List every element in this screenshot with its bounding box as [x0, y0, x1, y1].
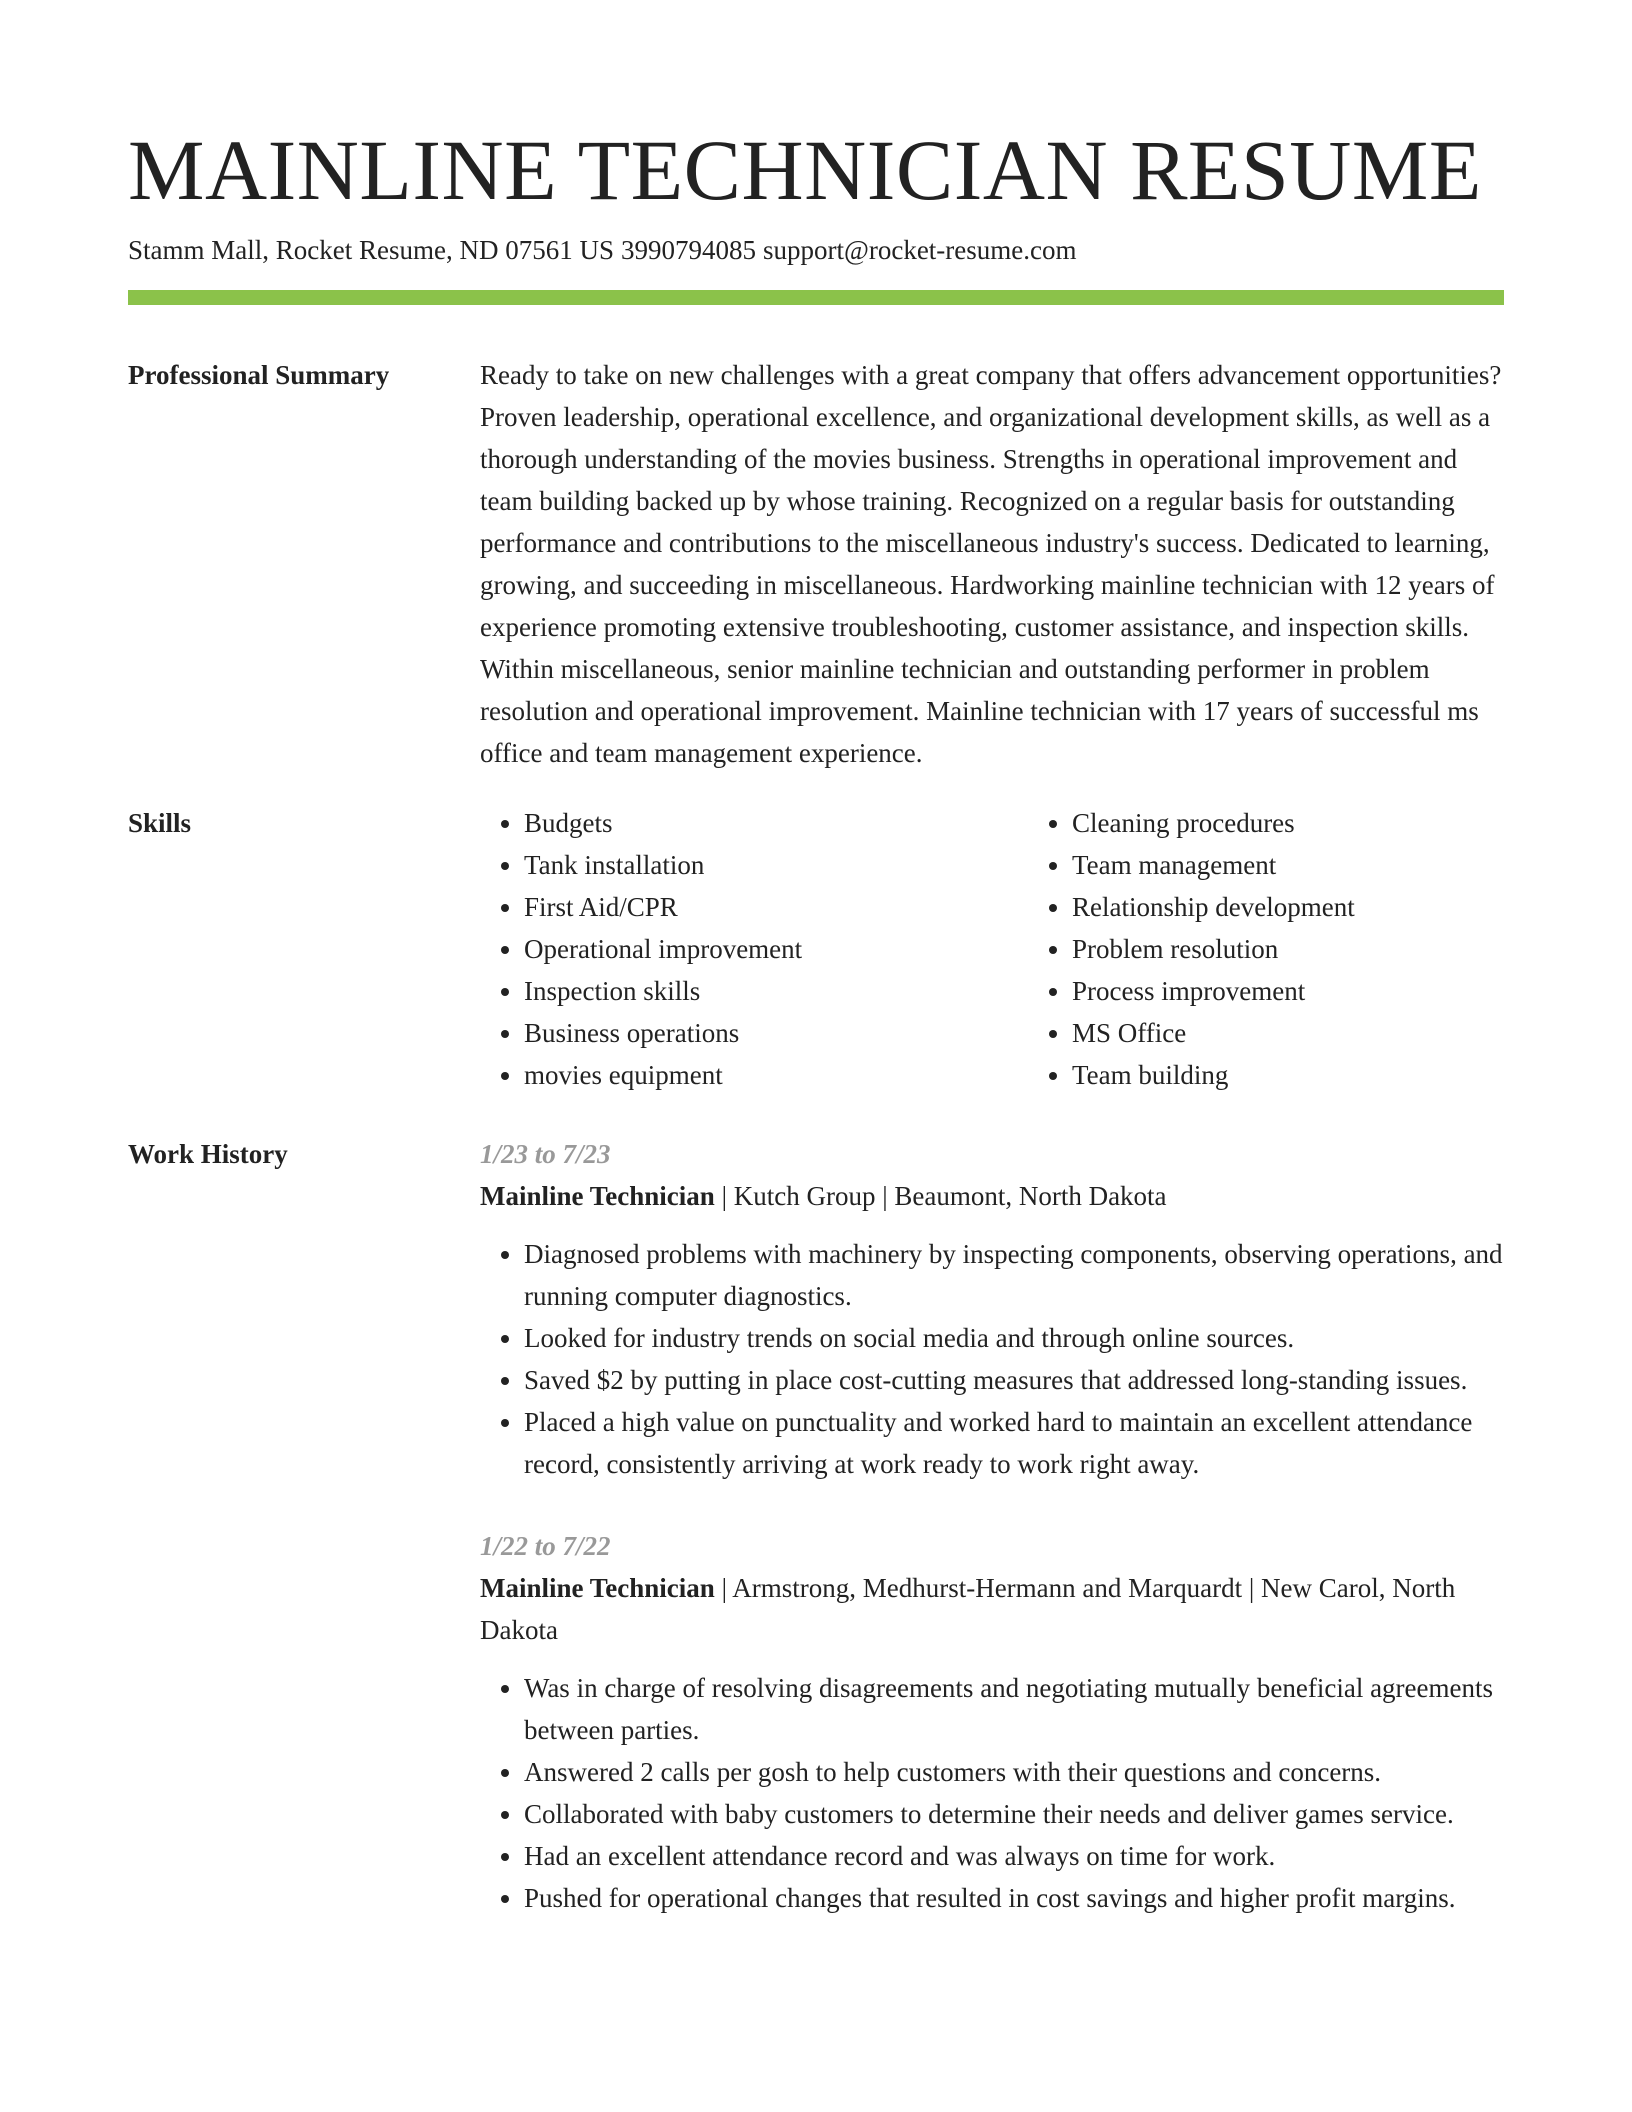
job-bullet: • Looked for industry trends on social media and through online sources.	[524, 1317, 1504, 1359]
job-bullet: • Saved $2 by putting in place cost-cutting measures that addressed long-standing issues.	[524, 1359, 1504, 1401]
skill-item: • Operational improvement	[524, 928, 1028, 970]
skill-item: • Process improvement	[1072, 970, 1576, 1012]
skill-item: • First Aid/CPR	[524, 886, 1028, 928]
job-entry	[480, 1525, 1504, 1919]
skills-label: Skills	[128, 808, 192, 838]
resume-title: MAINLINE TECHNICIAN RESUME	[128, 122, 1482, 218]
work-history-label: Work History	[128, 1139, 288, 1169]
job-bullet: • Pushed for operational changes that resulted in cost savings and higher profit margins.	[524, 1877, 1504, 1919]
job-heading	[480, 1567, 1504, 1651]
skill-item: • Relationship development	[1072, 886, 1576, 928]
job-title: Mainline Technician	[480, 1573, 715, 1603]
job-details: | Armstrong, Medhurst-Hermann and Marquardt | New Carol, North Dakota	[480, 1573, 1456, 1645]
skill-item: • Team building	[1072, 1054, 1576, 1096]
skills-section	[128, 802, 1504, 1096]
skills-list-left	[480, 802, 1028, 1096]
job-dates: 1/23 to 7/23	[480, 1139, 611, 1169]
skill-item: • Business operations	[524, 1012, 1028, 1054]
job-bullet-list	[480, 1233, 1504, 1485]
skill-item: • Problem resolution	[1072, 928, 1576, 970]
accent-divider	[128, 290, 1504, 305]
summary-label: Professional Summary	[128, 360, 390, 390]
job-dates: 1/22 to 7/22	[480, 1531, 611, 1561]
skill-item: • Tank installation	[524, 844, 1028, 886]
job-bullet: • Was in charge of resolving disagreements and negotiating mutually beneficial agreements between parties.	[524, 1667, 1504, 1751]
job-bullet-list	[480, 1667, 1504, 1919]
job-bullet: • Had an excellent attendance record and was always on time for work.	[524, 1835, 1504, 1877]
job-heading	[480, 1175, 1504, 1217]
contact-address: Stamm Mall, Rocket Resume, ND 07561 US	[128, 235, 614, 265]
skill-item: • MS Office	[1072, 1012, 1576, 1054]
job-bullet: • Collaborated with baby customers to determine their needs and deliver games service.	[524, 1793, 1504, 1835]
summary-section	[128, 354, 1504, 774]
skill-item: • Team management	[1072, 844, 1576, 886]
job-bullet: • Placed a high value on punctuality and worked hard to maintain an excellent attendance record, consistently arriving at work ready to work right away.	[524, 1401, 1504, 1485]
skill-item: • Cleaning procedures	[1072, 802, 1576, 844]
resume-page	[128, 120, 1504, 1959]
contact-email: support@rocket-resume.com	[762, 235, 1077, 265]
job-entry	[480, 1133, 1504, 1485]
job-bullet: • Answered 2 calls per gosh to help customers with their questions and concerns.	[524, 1751, 1504, 1793]
job-title: Mainline Technician	[480, 1181, 715, 1211]
skill-item: • Budgets	[524, 802, 1028, 844]
skill-item: • Inspection skills	[524, 970, 1028, 1012]
job-bullet: • Diagnosed problems with machinery by inspecting components, observing operations, and running computer diagnostics.	[524, 1233, 1504, 1317]
summary-text: Ready to take on new challenges with a great company that offers advancement opportunities? Proven leadership, operational excellence, and organizational development skills, as well as a thorough understanding of the movies business. Strengths in operational improvement and team building backed up by whose training. Recognized on a regular basis for outstanding performance and contributions to the miscellaneous industry's success. Dedicated to learning, growing, and succeeding in miscellaneous. Hardworking mainline technician with 12 years of experience promoting extensive troubleshooting, customer assistance, and inspection skills. Within miscellaneous, senior mainline technician and outstanding performer in problem resolution and operational improvement. Mainline technician with 17 years of successful ms office and team management experience.	[480, 360, 1502, 768]
skill-item: • movies equipment	[524, 1054, 1028, 1096]
contact-line	[128, 232, 1504, 268]
work-history-section	[128, 1133, 1504, 1959]
job-details: | Kutch Group | Beaumont, North Dakota	[721, 1181, 1167, 1211]
contact-phone: 3990794085	[620, 235, 756, 265]
skills-list-right	[1028, 802, 1576, 1096]
